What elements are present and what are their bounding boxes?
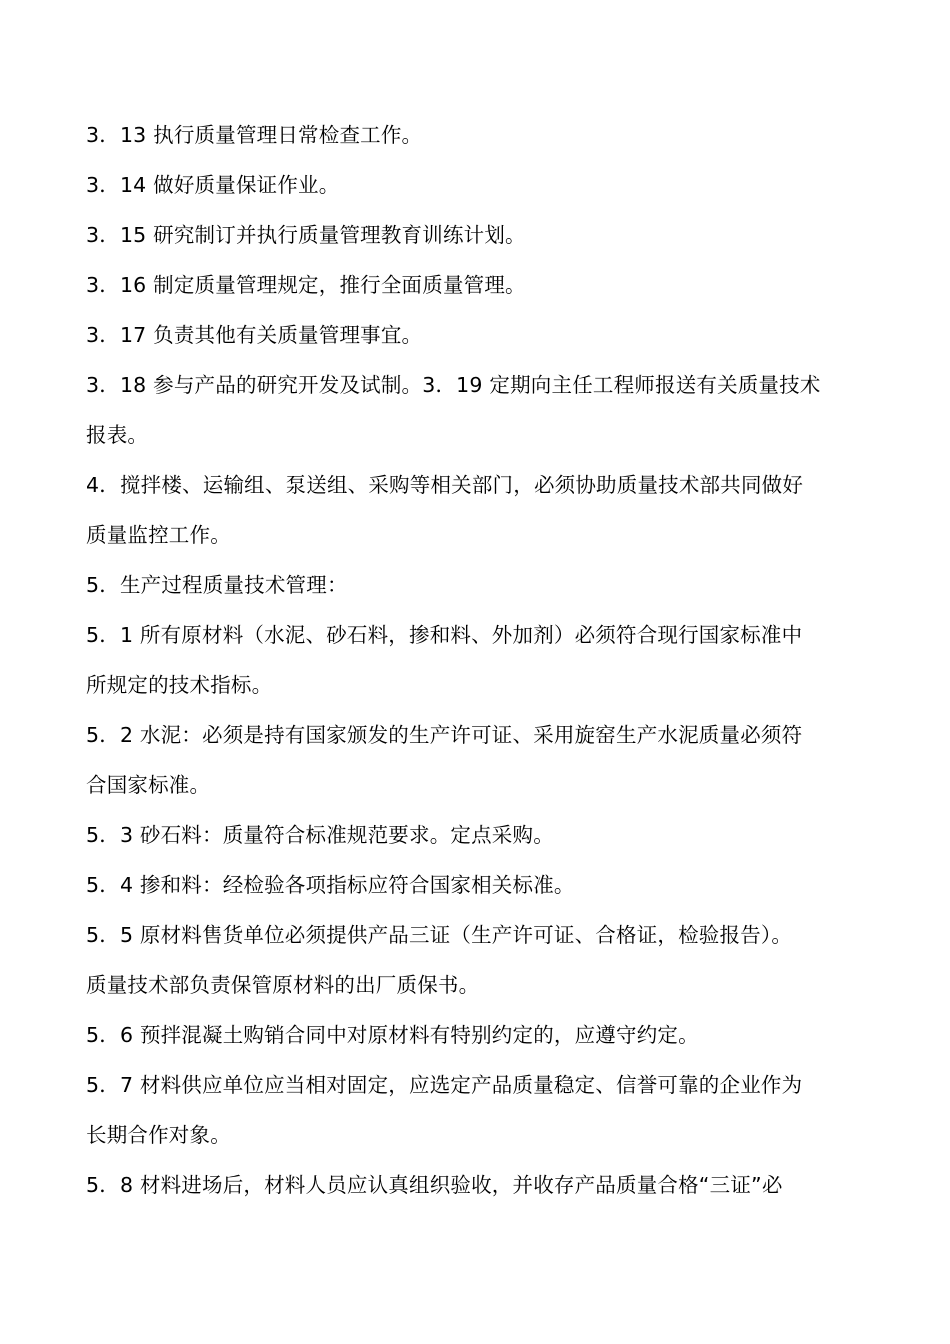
text-line: 5．1 所有原材料（水泥、砂石料，掺和料、外加剂）必须符合现行国家标准中 — [86, 623, 803, 647]
text-line: 质量监控工作。 — [86, 523, 231, 547]
text-line: 5．3 砂石料：质量符合标准规范要求。定点采购。 — [86, 823, 554, 847]
text-line: 3．13 执行质量管理日常检查工作。 — [86, 123, 423, 147]
text-line: 3．18 参与产品的研究开发及试制。3．19 定期向主任工程师报送有关质量技术 — [86, 373, 821, 397]
text-line: 3．17 负责其他有关质量管理事宜。 — [86, 323, 423, 347]
text-line: 报表。 — [86, 423, 149, 447]
text-line: 5．4 掺和料：经检验各项指标应符合国家相关标准。 — [86, 873, 575, 897]
text-line: 5．6 预拌混凝土购销合同中对原材料有特别约定的，应遵守约定。 — [86, 1023, 699, 1047]
text-line: 5．8 材料进场后，材料人员应认真组织验收，并收存产品质量合格“三证”必 — [86, 1173, 783, 1197]
text-line: 3．14 做好质量保证作业。 — [86, 173, 340, 197]
text-line: 长期合作对象。 — [86, 1123, 231, 1147]
text-line: 5．生产过程质量技术管理： — [86, 573, 348, 597]
text-line: 所规定的技术指标。 — [86, 673, 273, 697]
text-line: 5．5 原材料售货单位必须提供产品三证（生产许可证、合格证，检验报告）。 — [86, 923, 793, 947]
text-line: 3．15 研究制订并执行质量管理教育训练计划。 — [86, 223, 526, 247]
text-line: 5．7 材料供应单位应当相对固定，应选定产品质量稳定、信誉可靠的企业作为 — [86, 1073, 803, 1097]
text-line: 质量技术部负责保管原材料的出厂质保书。 — [86, 973, 480, 997]
text-line: 4．搅拌楼、运输组、泵送组、采购等相关部门，必须协助质量技术部共同做好 — [86, 473, 804, 497]
text-line: 3．16 制定质量管理规定，推行全面质量管理。 — [86, 273, 526, 297]
document-body — [86, 110, 866, 1210]
text-line: 合国家标准。 — [86, 773, 211, 797]
text-line: 5．2 水泥：必须是持有国家颁发的生产许可证、采用旋窑生产水泥质量必须符 — [86, 723, 803, 747]
